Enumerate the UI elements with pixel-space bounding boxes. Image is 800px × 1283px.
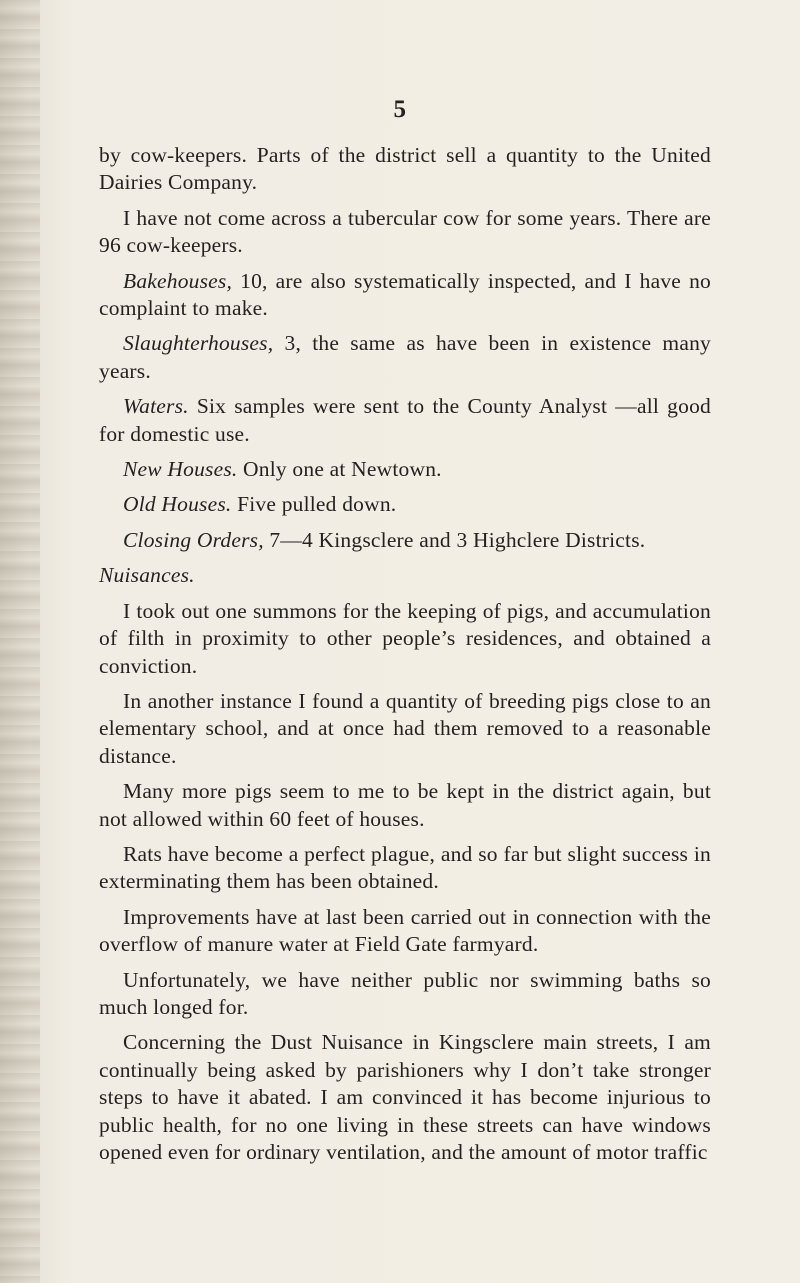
paragraph-many-more-pigs	[99, 778, 711, 833]
binding-shadow	[0, 0, 40, 1283]
paragraph-swimming-baths	[99, 967, 711, 1022]
report-text	[99, 142, 711, 1174]
paragraph-body: In another instance I found a quantity of breeding pigs close to an elementary school, and at once had them removed to a reasonable distance.	[99, 688, 711, 768]
paragraph-tubercular-cow	[99, 205, 711, 260]
paragraph-cow-keepers-continued	[99, 142, 711, 197]
paragraph-body: Six samples were sent to the County Analyst —all good for domestic use.	[99, 394, 711, 446]
paragraph-body: I took out one summons for the keeping of pigs, and accumulation of filth in proximity to other people’s residences, and obtained a conviction.	[99, 598, 711, 678]
paragraph-bakehouses	[99, 268, 711, 323]
paragraph-breeding-pigs	[99, 688, 711, 770]
paragraph-body: 3, the same as have been in existence many years.	[99, 331, 711, 383]
paragraph-body: I have not come across a tubercular cow for some years. There are 96 cow-keepers.	[99, 205, 711, 258]
paragraph-lead: Slaughterhouses,	[123, 331, 274, 356]
paragraph-new-houses	[99, 456, 711, 483]
paragraph-dust-nuisance	[99, 1029, 711, 1166]
paragraph-body: Unfortunately, we have neither public nor swimming baths so much longed for.	[99, 967, 711, 1019]
paragraph-body: Rats have become a perfect plague, and so far but slight success in exterminating them has been obtained.	[99, 841, 711, 894]
paragraph-lead: Closing Orders,	[123, 527, 264, 552]
paragraph-summons	[99, 598, 711, 680]
paragraph-body: Improvements have at last been carried out in connection with the overflow of manure water at Field Gate farmyard.	[99, 904, 711, 957]
paragraph-body: by cow-keepers. Parts of the district sell a quantity to the United Dairies Company.	[99, 143, 711, 195]
paragraph-slaughterhouses	[99, 330, 711, 385]
paragraph-lead: Bakehouses,	[123, 268, 233, 293]
section-heading-nuisances	[99, 562, 711, 589]
paragraph-body: 10, are also systematically inspected, and I have no complaint to make.	[99, 268, 711, 321]
paragraph-body: Many more pigs seem to me to be kept in the district again, but not allowed within 60 feet of houses.	[99, 779, 711, 831]
paragraph-body: Concerning the Dust Nuisance in Kingsclere main streets, I am continually being asked by parishioners why I don’t take stronger steps to have it abated. I am convinced it has become injurious to public health, for no one living in these streets can have windows opened even for ordinary ventilation, and the amount of motor traffic	[99, 1030, 711, 1164]
paragraph-improvements	[99, 904, 711, 959]
paragraph-old-houses	[99, 491, 711, 518]
paragraph-lead: Old Houses.	[123, 492, 232, 517]
paragraph-rats	[99, 841, 711, 896]
paragraph-closing-orders	[99, 527, 711, 554]
paragraph-lead: Nuisances.	[99, 563, 195, 588]
paragraph-waters	[99, 393, 711, 448]
paragraph-body: 7—4 Kingsclere and 3 Highclere Districts.	[263, 527, 646, 552]
paragraph-lead: New Houses.	[123, 457, 238, 482]
paragraph-body: Five pulled down.	[231, 492, 397, 517]
paragraph-lead: Waters.	[123, 394, 189, 419]
paragraph-body: Only one at Newtown.	[237, 457, 442, 482]
page-number: 5	[393, 96, 407, 123]
